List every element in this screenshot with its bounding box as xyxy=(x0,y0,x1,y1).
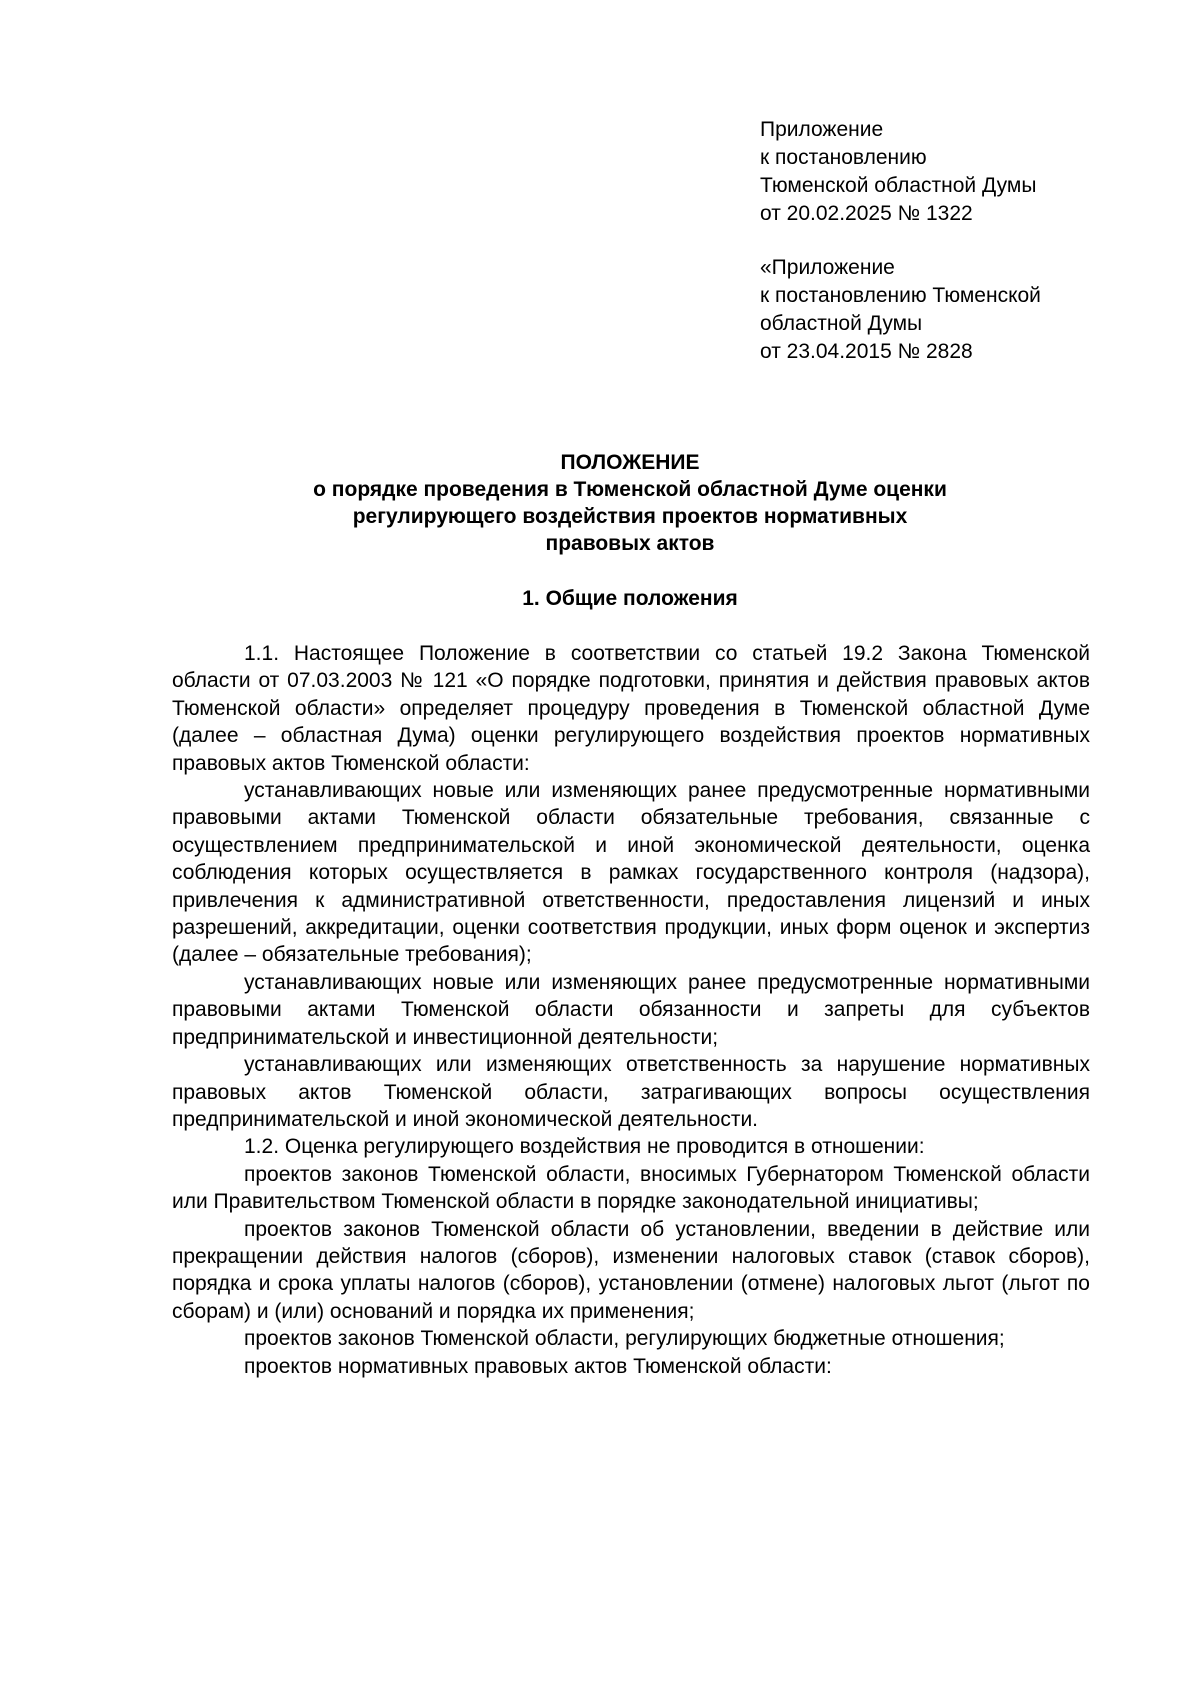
appendix-line: областной Думы xyxy=(760,312,923,335)
appendix-line: к постановлению Тюменской xyxy=(760,284,1041,307)
title-subtitle-line: о порядке проведения в Тюменской областной Думе оценки xyxy=(313,478,947,501)
title-subtitle-line: правовых актов xyxy=(545,532,715,555)
paragraph-item: устанавливающих новые или изменяющих ранее предусмотренные нормативными правовыми актами Тюменской области обязанности и запреты для субъектов предпринимательской и инвестиционной деятельности; xyxy=(172,970,1090,1049)
section-heading: 1. Общие положения xyxy=(522,587,738,610)
document-body xyxy=(172,640,1090,1380)
title-subtitle-line: регулирующего воздействия проектов нормативных xyxy=(352,505,908,528)
appendix-line: к постановлению xyxy=(760,146,927,169)
appendix-current-reference xyxy=(760,116,1160,228)
paragraph-1-2: 1.2. Оценка регулирующего воздействия не проводится в отношении: xyxy=(244,1135,925,1159)
document-title xyxy=(170,449,1090,557)
paragraph-item: устанавливающих новые или изменяющих ранее предусмотренные нормативными правовыми актами Тюменской области обязательные требования, связанные с осуществлением предпринимательской и иной экономической деятельности, оценка соблюдения которых осуществляется в рамках государственного контроля (надзора), привлечения к административной ответственности, предоставления лицензий и иных разрешений, аккредитации, оценки соответствия продукции, иных форм оценок и экспертиз (далее – обязательные требования); xyxy=(172,779,1090,967)
paragraph-item: проектов нормативных правовых актов Тюменской области: xyxy=(244,1354,832,1378)
paragraph-item: устанавливающих или изменяющих ответственность за нарушение нормативных правовых актов Тюменской области, затрагивающих вопросы осуществления предпринимательской и иной экономической деятельности. xyxy=(172,1053,1090,1131)
title-heading: ПОЛОЖЕНИЕ xyxy=(560,451,700,474)
appendix-line: от 23.04.2015 № 2828 xyxy=(760,340,973,363)
appendix-line: Приложение xyxy=(760,118,884,141)
paragraph-item: проектов законов Тюменской области, регулирующих бюджетные отношения; xyxy=(244,1327,1005,1351)
appendix-line: «Приложение xyxy=(760,256,895,279)
appendix-line: Тюменской областной Думы xyxy=(760,174,1037,197)
appendix-original-reference xyxy=(760,254,1160,366)
appendix-line: от 20.02.2025 № 1322 xyxy=(760,202,973,225)
paragraph-item: проектов законов Тюменской области об установлении, введении в действие или прекращении действия налогов (сборов), изменении налоговых ставок (ставок сборов), порядка и срока уплаты налогов (сборов), установлении (отмене) налоговых льгот (льгот по сборам) и (или) оснований и порядка их применения; xyxy=(172,1217,1090,1323)
paragraph-1-1: 1.1. Настоящее Положение в соответствии со статьей 19.2 Закона Тюменской области от 07.03.2003 № 121 «О порядке подготовки, принятия и действия правовых актов Тюменской области» определяет процедуру проведения в Тюменской областной Думе (далее – областная Дума) оценки регулирующего воздействия проектов нормативных правовых актов Тюменской области: xyxy=(172,642,1090,775)
paragraph-item: проектов законов Тюменской области, вносимых Губернатором Тюменской области или Правительством Тюменской области в порядке законодательной инициативы; xyxy=(172,1162,1090,1214)
